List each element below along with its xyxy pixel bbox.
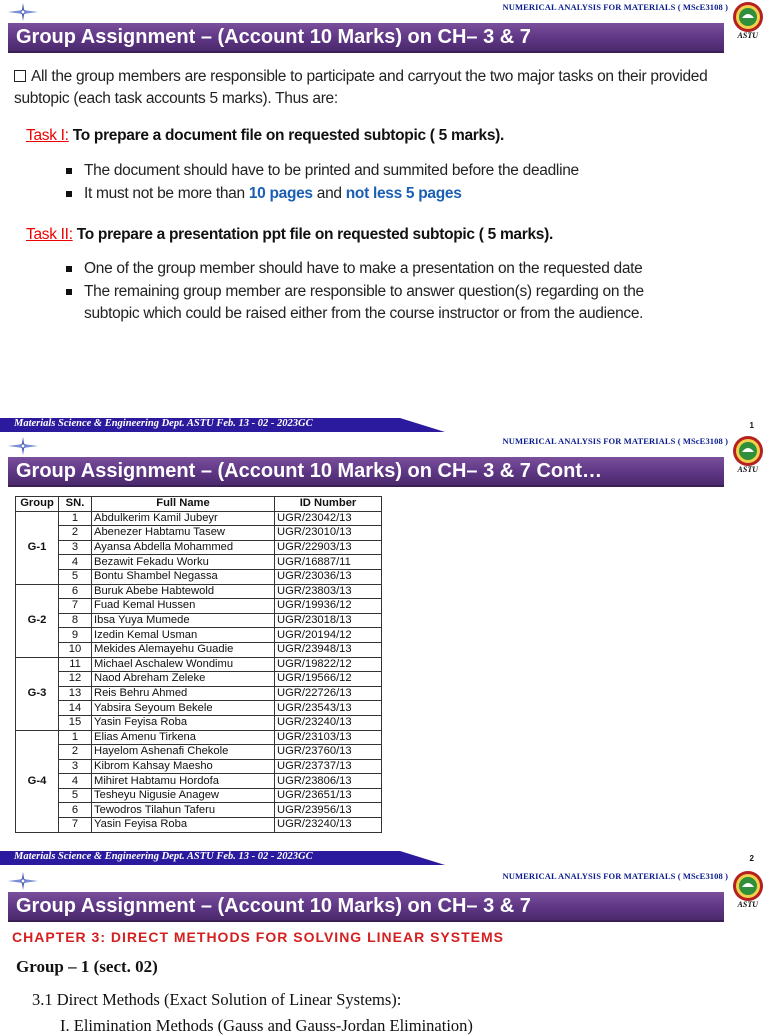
square-bullet-icon	[66, 266, 72, 272]
sn-cell: 12	[59, 672, 92, 687]
sn-cell: 6	[59, 803, 92, 818]
column-header: ID Number	[275, 497, 382, 512]
id-cell: UGR/23956/13	[275, 803, 382, 818]
sn-cell: 2	[59, 526, 92, 541]
footer-text: Materials Science & Engineering Dept. ASTU Feb. 13 - 02 - 2023GC	[14, 851, 313, 862]
square-bullet-icon	[66, 191, 72, 197]
table-row	[16, 555, 382, 570]
id-cell: UGR/23240/13	[275, 715, 382, 730]
task-1-label: Task I:	[26, 127, 69, 144]
sn-cell: 13	[59, 686, 92, 701]
slide-1	[0, 0, 768, 434]
slide-title-bar	[8, 23, 724, 53]
sn-cell: 4	[59, 555, 92, 570]
id-cell: UGR/23018/13	[275, 613, 382, 628]
name-cell: Tewodros Tilahun Taferu	[92, 803, 275, 818]
id-cell: UGR/23010/13	[275, 526, 382, 541]
table-row	[16, 818, 382, 833]
square-bullet-icon	[66, 289, 72, 295]
name-cell: Hayelom Ashenafi Chekole	[92, 745, 275, 760]
section-heading: 3.1 Direct Methods (Exact Solution of Linear Systems):	[32, 990, 402, 1009]
sn-cell: 7	[59, 818, 92, 833]
table-row	[16, 730, 382, 745]
name-cell: Kibrom Kahsay Maesho	[92, 759, 275, 774]
id-cell: UGR/23806/13	[275, 774, 382, 789]
task-2-label: Task II:	[26, 226, 73, 243]
sn-cell: 9	[59, 628, 92, 643]
task-1-bullet-2: It must not be more than 10 pages and not less 5 pages	[66, 183, 686, 205]
table-row	[16, 803, 382, 818]
slide-title-bar	[8, 892, 724, 922]
name-cell: Yasin Feyisa Roba	[92, 818, 275, 833]
task-2-bullet-1: One of the group member should have to make a presentation on the requested date	[66, 258, 686, 280]
name-cell: Ayansa Abdella Mohammed	[92, 540, 275, 555]
slide-title: Group Assignment – (Account 10 Marks) on CH– 3 & 7	[16, 895, 531, 917]
group-members-table	[15, 496, 382, 833]
page-number: 1	[749, 421, 754, 430]
id-cell: UGR/23803/13	[275, 584, 382, 599]
course-name: NUMERICAL ANALYSIS FOR MATERIALS ( MScE3108 )	[502, 871, 728, 881]
name-cell: Reis Behru Ahmed	[92, 686, 275, 701]
table-row	[16, 511, 382, 526]
slide-title-bar	[8, 457, 724, 487]
square-bullet-icon	[66, 168, 72, 174]
name-cell: Izedin Kemal Usman	[92, 628, 275, 643]
id-cell: UGR/23543/13	[275, 701, 382, 716]
sn-cell: 6	[59, 584, 92, 599]
name-cell: Bezawit Fekadu Worku	[92, 555, 275, 570]
sn-cell: 1	[59, 730, 92, 745]
table-body	[16, 511, 382, 832]
slide-title: Group Assignment – (Account 10 Marks) on CH– 3 & 7 Cont…	[16, 460, 603, 482]
name-cell: Michael Aschalew Wondimu	[92, 657, 275, 672]
name-cell: Yabsira Seyoum Bekele	[92, 701, 275, 716]
table-row	[16, 599, 382, 614]
name-cell: Mihiret Habtamu Hordofa	[92, 774, 275, 789]
group-cell: G-1	[16, 511, 59, 584]
sn-cell: 15	[59, 715, 92, 730]
logo-caption: ASTU	[737, 900, 758, 909]
compass-star-icon	[6, 2, 40, 22]
column-header: SN.	[59, 497, 92, 512]
task-2-bullet-2: The remaining group member are responsible to answer question(s) regarding on the subtopic which could be raised either from the course instructor or from the audience.	[66, 281, 686, 325]
table-row	[16, 540, 382, 555]
name-cell: Yasin Feyisa Roba	[92, 715, 275, 730]
sn-cell: 4	[59, 774, 92, 789]
table-row	[16, 715, 382, 730]
name-cell: Buruk Abebe Habtewold	[92, 584, 275, 599]
id-cell: UGR/19822/12	[275, 657, 382, 672]
page-number: 2	[749, 854, 754, 863]
intro-paragraph	[14, 66, 754, 110]
group-heading: Group – 1 (sect. 02)	[16, 957, 158, 976]
subsection-heading: I. Elimination Methods (Gauss and Gauss-Jordan Elimination)	[60, 1016, 473, 1035]
checkbox-bullet-icon	[14, 70, 26, 82]
name-cell: Abenezer Habtamu Tasew	[92, 526, 275, 541]
name-cell: Elias Amenu Tirkena	[92, 730, 275, 745]
task-1-bullet-1: The document should have to be printed and summited before the deadline	[66, 160, 686, 182]
id-cell: UGR/22903/13	[275, 540, 382, 555]
compass-star-icon	[6, 436, 40, 456]
name-cell: Fuad Kemal Hussen	[92, 599, 275, 614]
sn-cell: 2	[59, 745, 92, 760]
table-row	[16, 584, 382, 599]
sn-cell: 8	[59, 613, 92, 628]
table-row	[16, 774, 382, 789]
sn-cell: 10	[59, 642, 92, 657]
table-row	[16, 628, 382, 643]
task-1-heading	[26, 127, 504, 145]
table-row	[16, 642, 382, 657]
group-cell: G-4	[16, 730, 59, 832]
sn-cell: 5	[59, 788, 92, 803]
logo-caption: ASTU	[737, 31, 758, 40]
sn-cell: 11	[59, 657, 92, 672]
sn-cell: 14	[59, 701, 92, 716]
group-cell: G-3	[16, 657, 59, 730]
group-cell: G-2	[16, 584, 59, 657]
table-row	[16, 613, 382, 628]
table-row	[16, 701, 382, 716]
id-cell: UGR/23651/13	[275, 788, 382, 803]
id-cell: UGR/23240/13	[275, 818, 382, 833]
task-1-text: To prepare a document file on requested subtopic ( 5 marks).	[72, 127, 505, 144]
table-row	[16, 657, 382, 672]
sn-cell: 5	[59, 569, 92, 584]
slide-title: Group Assignment – (Account 10 Marks) on CH– 3 & 7	[16, 26, 531, 48]
task-2-text: To prepare a presentation ppt file on requested subtopic ( 5 marks).	[76, 226, 553, 243]
id-cell: UGR/16887/11	[275, 555, 382, 570]
table-row	[16, 759, 382, 774]
sn-cell: 3	[59, 759, 92, 774]
id-cell: UGR/23036/13	[275, 569, 382, 584]
chapter-heading: CHAPTER 3: DIRECT METHODS FOR SOLVING LINEAR SYSTEMS	[12, 929, 504, 945]
name-cell: Ibsa Yuya Mumede	[92, 613, 275, 628]
intro-text: All the group members are responsible to participate and carryout the two major tasks on their provided subtopic (each task accounts 5 marks). Thus are:	[14, 68, 708, 107]
sn-cell: 3	[59, 540, 92, 555]
table-row	[16, 745, 382, 760]
name-cell: Abdulkerim Kamil Jubeyr	[92, 511, 275, 526]
column-header: Full Name	[92, 497, 275, 512]
sn-cell: 1	[59, 511, 92, 526]
id-cell: UGR/19936/12	[275, 599, 382, 614]
table-row	[16, 569, 382, 584]
table-row	[16, 672, 382, 687]
id-cell: UGR/23042/13	[275, 511, 382, 526]
column-header: Group	[16, 497, 59, 512]
name-cell: Bontu Shambel Negassa	[92, 569, 275, 584]
id-cell: UGR/20194/12	[275, 628, 382, 643]
footer-text: Materials Science & Engineering Dept. ASTU Feb. 13 - 02 - 2023GC	[14, 418, 313, 429]
task-2-heading	[26, 226, 553, 244]
course-name: NUMERICAL ANALYSIS FOR MATERIALS ( MScE3108 )	[502, 2, 728, 12]
id-cell: UGR/23948/13	[275, 642, 382, 657]
table-row	[16, 526, 382, 541]
sn-cell: 7	[59, 599, 92, 614]
table-header-row	[16, 497, 382, 512]
table-row	[16, 788, 382, 803]
name-cell: Tesheyu Nigusie Anagew	[92, 788, 275, 803]
name-cell: Naod Abreham Zeleke	[92, 672, 275, 687]
id-cell: UGR/19566/12	[275, 672, 382, 687]
course-name: NUMERICAL ANALYSIS FOR MATERIALS ( MScE3108 )	[502, 436, 728, 446]
table-row	[16, 686, 382, 701]
id-cell: UGR/22726/13	[275, 686, 382, 701]
name-cell: Mekides Alemayehu Guadie	[92, 642, 275, 657]
id-cell: UGR/23760/13	[275, 745, 382, 760]
id-cell: UGR/23737/13	[275, 759, 382, 774]
id-cell: UGR/23103/13	[275, 730, 382, 745]
compass-star-icon	[6, 871, 40, 891]
logo-caption: ASTU	[737, 465, 758, 474]
